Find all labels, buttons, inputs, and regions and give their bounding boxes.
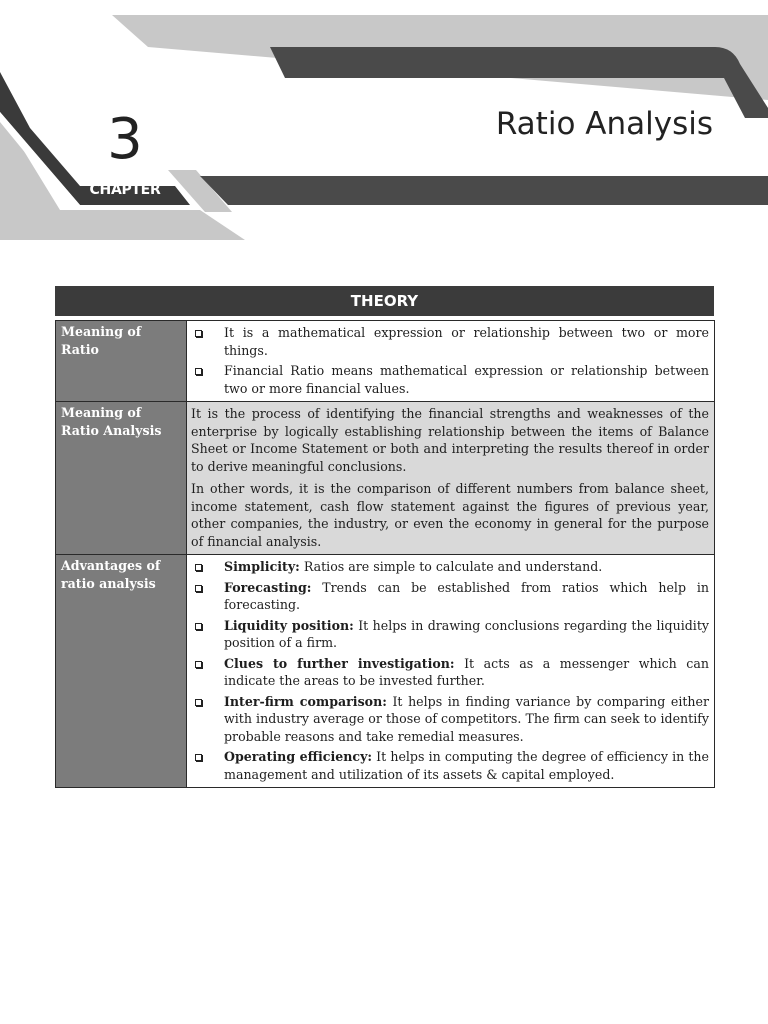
item-lead: Operating efficiency: bbox=[224, 749, 373, 764]
square-bullet-icon bbox=[195, 330, 202, 337]
square-bullet-icon bbox=[195, 754, 202, 761]
list-item bbox=[191, 748, 709, 783]
bullet-list bbox=[191, 558, 709, 783]
description-cell bbox=[187, 402, 715, 555]
item-text: It helps in finding variance by comparing either with industry average or those of competitors. The firm can seek to identify probable reasons and take remedial measures. bbox=[224, 693, 709, 744]
item-lead: Simplicity: bbox=[224, 559, 300, 574]
description-cell bbox=[187, 555, 715, 788]
list-item bbox=[191, 579, 709, 614]
item-text: It acts as a messenger which can indicate the areas to be invested further. bbox=[224, 655, 709, 688]
item-text: It helps in computing the degree of efficiency in the management and utilization of its assets & capital employed. bbox=[224, 749, 709, 782]
item-text: Trends can be established from ratios which help in forecasting. bbox=[224, 579, 709, 612]
square-bullet-icon bbox=[195, 564, 202, 571]
theory-table bbox=[55, 320, 715, 788]
square-bullet-icon bbox=[195, 368, 202, 375]
list-item bbox=[191, 324, 709, 359]
paragraph: It is the process of identifying the financial strengths and weaknesses of the enterprise by logically establishing relationship between the items of Balance Sheet or Income Statement or both and interpreting the results thereof in order to derive meaningful conclusions. bbox=[191, 406, 709, 474]
list-item-text: Financial Ratio means mathematical expression or relationship between two or more financial values. bbox=[224, 363, 709, 396]
list-item bbox=[191, 617, 709, 652]
list-item bbox=[191, 693, 709, 746]
list-item bbox=[191, 558, 709, 576]
table-row-advantages bbox=[56, 555, 715, 788]
item-lead: Inter-firm comparison: bbox=[224, 693, 387, 709]
table-row-meaning-of-ratio-analysis bbox=[56, 402, 715, 555]
chapter-label: CHAPTER bbox=[89, 182, 161, 198]
list-item bbox=[191, 362, 709, 397]
bullet-list bbox=[191, 324, 709, 397]
chapter-header bbox=[0, 0, 768, 245]
term-cell: Meaning of Ratio bbox=[56, 321, 187, 402]
table-row-meaning-of-ratio bbox=[56, 321, 715, 402]
item-lead: Clues to further investigation: bbox=[224, 655, 455, 671]
square-bullet-icon bbox=[195, 699, 202, 706]
item-text: Ratios are simple to calculate and understand. bbox=[299, 559, 603, 574]
item-lead: Liquidity position: bbox=[224, 617, 354, 633]
square-bullet-icon bbox=[195, 661, 202, 668]
term-cell: Advantages of ratio analysis bbox=[56, 555, 187, 788]
paragraph: In other words, it is the comparison of different numbers from balance sheet, income statement, cash flow statement against the figures of previous year, other companies, the industry, or even the economy in general for the purpose of financial analysis. bbox=[191, 481, 709, 549]
list-item-text: It is a mathematical expression or relationship between two or more things. bbox=[224, 325, 709, 358]
description-cell bbox=[187, 321, 715, 402]
square-bullet-icon bbox=[195, 585, 202, 592]
chapter-title: Ratio Analysis bbox=[495, 106, 713, 142]
theory-heading: THEORY bbox=[55, 286, 714, 316]
chapter-number: 3 bbox=[107, 107, 143, 172]
term-cell: Meaning of Ratio Analysis bbox=[56, 402, 187, 555]
square-bullet-icon bbox=[195, 623, 202, 630]
item-text: It helps in drawing conclusions regarding the liquidity position of a firm. bbox=[224, 617, 709, 650]
list-item bbox=[191, 655, 709, 690]
item-lead: Forecasting: bbox=[224, 579, 312, 595]
